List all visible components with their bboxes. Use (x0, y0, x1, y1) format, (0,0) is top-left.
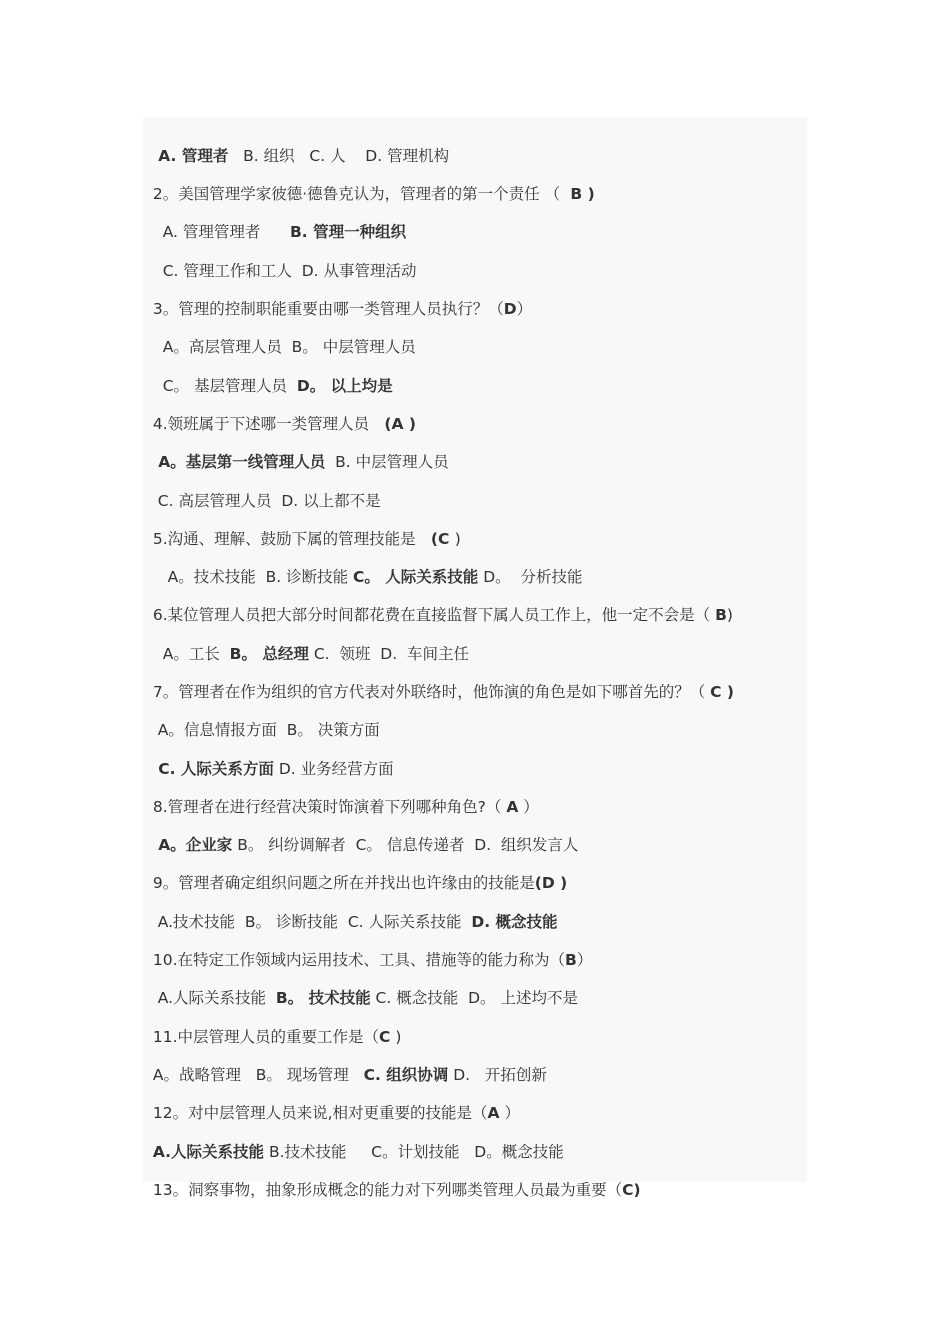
option-text: D. 开拓创新 (448, 1066, 547, 1084)
q8-options (143, 815, 578, 855)
option-text: C. 人际关系方面 (152, 760, 274, 778)
option-text: B。 纠纷调解者 C。 信息传递者 D. 组织发言人 (232, 836, 579, 854)
q7-options-row1 (143, 700, 380, 740)
option-text: D。 分析技能 (478, 568, 583, 586)
option-text: B。 技术技能 (275, 989, 371, 1007)
answer-text: C (379, 1028, 391, 1046)
q5-stem (143, 509, 461, 549)
question-text: 6.某位管理人员把大部分时间都花费在直接监督下属人员工作上，他一定不会是（ (152, 606, 716, 624)
q12-stem (143, 1083, 520, 1123)
option-text: B. 管理一种组织 (289, 223, 407, 241)
question-text: ) (454, 530, 461, 548)
q9-stem (143, 853, 567, 893)
q7-stem (143, 662, 734, 702)
question-text: ） (516, 300, 533, 318)
option-text: A。高层管理人员 B。 中层管理人员 (152, 338, 416, 356)
answer-text: A (487, 1104, 500, 1122)
option-text: A。工长 (152, 645, 230, 663)
q6-options (143, 624, 469, 664)
q4-options-row2 (143, 471, 381, 511)
option-text: A。基层第一线管理人员 (152, 453, 326, 471)
question-text: 5.沟通、理解、鼓励下属的管理技能是 (152, 530, 426, 548)
question-text: 4.领班属于下述哪一类管理人员 (152, 415, 380, 433)
question-text: ） (576, 951, 593, 969)
q10-options (143, 968, 578, 1008)
option-text: A。信息情报方面 B。 决策方面 (152, 721, 380, 739)
question-text: 3。管理的控制职能重要由哪一类管理人员执行？（ (152, 300, 504, 318)
option-text: A。战略管理 B。 现场管理 (152, 1066, 364, 1084)
q13-stem (143, 1160, 641, 1200)
option-text: C。 人际关系技能 (353, 568, 479, 586)
question-text: 11.中层管理人员的重要工作是（ (152, 1028, 380, 1046)
q1-options (143, 126, 449, 166)
option-text: C。 基层管理人员 (152, 377, 297, 395)
q11-stem (143, 1007, 401, 1047)
answer-text: (C (425, 530, 455, 548)
answer-text: A (506, 798, 519, 816)
option-text: B. 组织 C. 人 D. 管理机构 (228, 147, 450, 165)
answer-text: (A ) (379, 415, 416, 433)
answer-text: B (715, 606, 727, 624)
option-text: B。 总经理 (229, 645, 309, 663)
question-text: ) (390, 1028, 402, 1046)
option-text: D。 以上均是 (296, 377, 393, 395)
q3-options-row2 (143, 356, 393, 396)
q2-stem (143, 164, 595, 204)
question-text: 10.在特定工作领域内运用技术、工具、措施等的能力称为（ (152, 951, 566, 969)
question-text: 12。对中层管理人员来说,相对更重要的技能是（ (152, 1104, 488, 1122)
option-text: C. 组织协调 (363, 1066, 449, 1084)
option-text: D. 业务经营方面 (273, 760, 394, 778)
option-text: C. 领班 D. 车间主任 (308, 645, 469, 663)
option-text: A.技术技能 B。 诊断技能 C. 人际关系技能 (152, 913, 472, 931)
answer-text: C ) (710, 683, 735, 701)
question-text: 8.管理者在进行经营决策时饰演着下列哪种角色?（ (152, 798, 507, 816)
question-text: 13。洞察事物，抽象形成概念的能力对下列哪类管理人员最为重要（ (152, 1181, 623, 1199)
answer-text: B (565, 951, 577, 969)
q7-options-row2 (143, 739, 394, 779)
answer-text: (D ) (534, 874, 568, 892)
option-text: A。技术技能 B. 诊断技能 (152, 568, 354, 586)
q12-options (143, 1122, 564, 1162)
q5-options (143, 547, 583, 587)
option-text: C. 概念技能 D。 上述均不是 (370, 989, 578, 1007)
answer-text: B ) (565, 185, 595, 203)
option-text: 管理者 (181, 147, 229, 165)
question-text: ) (726, 606, 733, 624)
option-text: C. 高层管理人员 D. 以上都不是 (152, 492, 381, 510)
q4-options-row1 (143, 432, 449, 472)
q10-stem (143, 930, 592, 970)
question-text: ） (518, 798, 539, 816)
option-text: D. 概念技能 (471, 913, 558, 931)
option-text: A.人际关系技能 (152, 989, 276, 1007)
q3-options-row1 (143, 317, 416, 357)
q6-stem (143, 585, 733, 625)
q4-stem (143, 394, 416, 434)
q9-options (143, 892, 558, 932)
option-text: A。企业家 (152, 836, 233, 854)
answer-text: D (503, 300, 517, 318)
option-text: A. (152, 147, 182, 165)
answer-text: C) (622, 1181, 641, 1199)
q2-options-row2 (143, 241, 417, 281)
q2-options-row1 (143, 202, 406, 242)
q11-options (143, 1045, 547, 1085)
q8-stem (143, 777, 539, 817)
option-text: A.人际关系技能 (152, 1143, 265, 1161)
question-text: ） (499, 1104, 520, 1122)
option-text: A. 管理管理者 (152, 223, 290, 241)
option-text: C. 管理工作和工人 D. 从事管理活动 (152, 262, 417, 280)
option-text: B.技术技能 C。计划技能 D。概念技能 (264, 1143, 564, 1161)
option-text: B. 中层管理人员 (325, 453, 449, 471)
question-text: 7。管理者在作为组织的官方代表对外联络时，他饰演的角色是如下哪首先的？（ (152, 683, 711, 701)
question-text: 2。美国管理学家彼德·德鲁克认为，管理者的第一个责任 （ (152, 185, 566, 203)
q3-stem (143, 279, 532, 319)
question-text: 9。管理者确定组织问题之所在并找出也许缘由的技能是 (152, 874, 535, 892)
